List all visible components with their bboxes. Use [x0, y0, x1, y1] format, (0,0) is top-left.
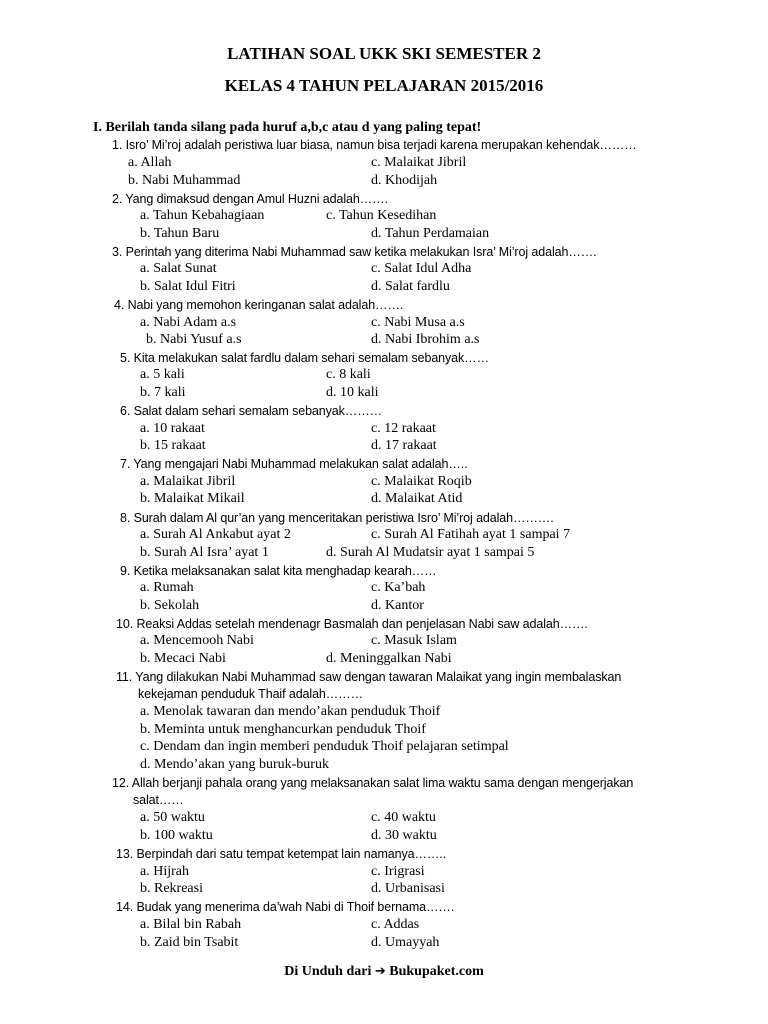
option-3b: b. Salat Idul Fitri	[140, 279, 236, 294]
option-6d: d. 17 rakaat	[371, 438, 437, 453]
option-4d: d. Nabi Ibrohim a.s	[371, 332, 480, 347]
option-14a: a. Bilal bin Rabah	[140, 917, 242, 932]
option-3c: c. Salat Idul Adha	[371, 261, 472, 276]
option-1b: b. Nabi Muhammad	[128, 173, 241, 188]
question-5: 5. Kita melakukan salat fardlu dalam sehari semalam sebanyak……	[120, 351, 489, 365]
option-7b: b. Malaikat Mikail	[140, 491, 245, 506]
question-10: 10. Reaksi Addas setelah mendenagr Basmalah dan penjelasan Nabi saw adalah…….	[116, 617, 588, 631]
question-7: 7. Yang mengajari Nabi Muhammad melakukan salat adalah…..	[120, 457, 468, 471]
option-6b: b. 15 rakaat	[140, 438, 206, 453]
option-13b: b. Rekreasi	[140, 881, 203, 896]
option-13a: a. Hijrah	[140, 864, 189, 879]
question-3: 3. Perintah yang diterima Nabi Muhammad saw ketika melakukan Isra’ Mi’roj adalah…….	[112, 245, 597, 259]
question-13: 13. Berpindah dari satu tempat ketempat lain namanya……..	[116, 847, 447, 861]
option-10b: b. Mecaci Nabi	[140, 651, 226, 666]
option-11a: a. Menolak tawaran dan mendo’akan penduduk Thoif	[140, 704, 441, 719]
question-6: 6. Salat dalam sehari semalam sebanyak………	[120, 404, 382, 418]
option-5a: a. 5 kali	[140, 367, 185, 382]
question-1: 1. Isro’ Mi’roj adalah peristiwa luar biasa, namun bisa terjadi karena merupakan kehendak………	[112, 138, 637, 152]
option-4c: c. Nabi Musa a.s	[371, 315, 465, 330]
option-5d: d. 10 kali	[326, 385, 379, 400]
option-9b: b. Sekolah	[140, 598, 200, 613]
option-2a: a. Tahun Kebahagiaan	[140, 208, 265, 223]
option-7a: a. Malaikat Jibril	[140, 474, 236, 489]
option-1d: d. Khodijah	[371, 173, 438, 188]
question-4: 4. Nabi yang memohon keringanan salat adalah…….	[114, 298, 404, 312]
question-12: 12. Allah berjanji pahala orang yang melaksanakan salat lima waktu sama dengan mengerjakan	[112, 776, 634, 790]
option-9d: d. Kantor	[371, 598, 424, 613]
option-10a: a. Mencemooh Nabi	[140, 633, 254, 648]
option-4b: b. Nabi Yusuf a.s	[146, 332, 242, 347]
option-14d: d. Umayyah	[371, 935, 440, 950]
option-1a: a. Allah	[128, 155, 172, 170]
option-8d: d. Surah Al Mudatsir ayat 1 sampai 5	[326, 545, 535, 560]
option-12c: c. 40 waktu	[371, 810, 436, 825]
option-14b: b. Zaid bin Tsabit	[140, 935, 239, 950]
option-8b: b. Surah Al Isra’ ayat 1	[140, 545, 269, 560]
question-2: 2. Yang dimaksud dengan Amul Huzni adalah…….	[112, 192, 388, 206]
option-1c: c. Malaikat Jibril	[371, 155, 467, 170]
option-9a: a. Rumah	[140, 580, 194, 595]
option-7d: d. Malaikat Atid	[371, 491, 463, 506]
document-subtitle: KELAS 4 TAHUN PELAJARAN 2015/2016	[224, 76, 544, 95]
arrow-right-icon: ➔	[374, 964, 386, 979]
option-3d: d. Salat fardlu	[371, 279, 450, 294]
option-11c: c. Dendam dan ingin memberi penduduk Thoif pelajaran setimpal	[140, 739, 509, 754]
option-5b: b. 7 kali	[140, 385, 186, 400]
option-14c: c. Addas	[371, 917, 420, 932]
footer-prefix: Di Unduh dari	[284, 964, 375, 979]
option-10d: d. Meninggalkan Nabi	[326, 651, 452, 666]
document-title: LATIHAN SOAL UKK SKI SEMESTER 2	[227, 44, 541, 63]
question-9: 9. Ketika melaksanakan salat kita menghadap kearah……	[120, 564, 437, 578]
option-8a: a. Surah Al Ankabut ayat 2	[140, 527, 291, 542]
option-8c: c. Surah Al Fatihah ayat 1 sampai 7	[371, 527, 571, 542]
option-11b: b. Meminta untuk menghancurkan penduduk Thoif	[140, 722, 426, 737]
option-7c: c. Malaikat Roqib	[371, 474, 472, 489]
option-2b: b. Tahun Baru	[140, 226, 220, 241]
option-4a: a. Nabi Adam a.s	[140, 315, 237, 330]
question-12-continued: salat……	[133, 793, 184, 807]
option-3a: a. Salat Sunat	[140, 261, 217, 276]
question-11: 11. Yang dilakukan Nabi Muhammad saw dengan tawaran Malaikat yang ingin membalaskan	[116, 670, 622, 684]
option-9c: c. Ka’bah	[371, 580, 426, 595]
question-11-continued: kekejaman penduduk Thaif adalah………	[138, 687, 363, 701]
option-5c: c. 8 kali	[326, 367, 371, 382]
option-10c: c. Masuk Islam	[371, 633, 457, 648]
option-12b: b. 100 waktu	[140, 828, 213, 843]
question-14: 14. Budak yang menerima da’wah Nabi di Thoif bernama…….	[116, 900, 455, 914]
option-13d: d. Urbanisasi	[371, 881, 445, 896]
option-12a: a. 50 waktu	[140, 810, 205, 825]
footer-site: Bukupaket.com	[385, 964, 484, 979]
option-12d: d. 30 waktu	[371, 828, 437, 843]
option-11d: d. Mendo’akan yang buruk-buruk	[140, 757, 329, 772]
option-2d: d. Tahun Perdamaian	[371, 226, 490, 241]
option-2c: c. Tahun Kesedihan	[326, 208, 437, 223]
section-instruction: I. Berilah tanda silang pada huruf a,b,c atau d yang paling tepat!	[93, 120, 482, 135]
option-13c: c. Irigrasi	[371, 864, 425, 879]
option-6a: a. 10 rakaat	[140, 421, 205, 436]
footer-source	[0, 964, 768, 980]
option-6c: c. 12 rakaat	[371, 421, 436, 436]
question-8: 8. Surah dalam Al qur’an yang menceritakan peristiwa Isro’ Mi’roj adalah……….	[120, 511, 554, 525]
